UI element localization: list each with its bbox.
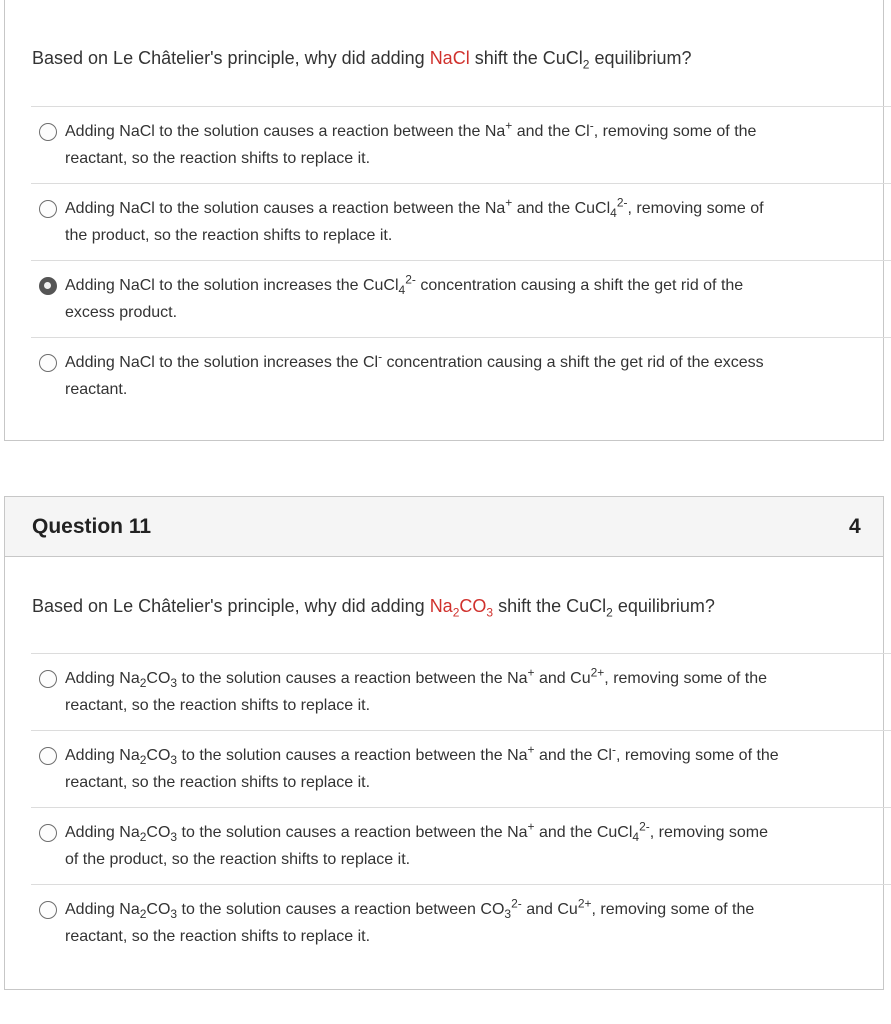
radio-button[interactable] — [39, 901, 57, 919]
q10-option-2[interactable] — [31, 183, 891, 260]
option-label: Adding $Na_2CO_3$ to the solution causes a reaction between the Na+ and the CuCl$_4^{2-}$, removing some of the product, so the reaction shifts to replace it. — [65, 819, 769, 868]
question-title: Question 11 — [32, 515, 152, 538]
radio-button[interactable] — [39, 354, 57, 372]
radio-button-selected[interactable] — [39, 277, 57, 295]
option-label: Adding NaCl to the solution causes a reaction between the Na+ and the Cl-, removing some of the reactant, so the reaction shifts to replace it. — [65, 118, 757, 167]
q10-option-4[interactable] — [31, 337, 891, 414]
question-10-prompt: Based on Le Châtelier's principle, why did adding NaCl shift the CuCl$_2$ equilibrium? — [32, 48, 692, 72]
q11-option-1[interactable] — [31, 653, 891, 730]
radio-button[interactable] — [39, 200, 57, 218]
radio-button[interactable] — [39, 670, 57, 688]
question-header — [5, 497, 883, 557]
option-label: Adding NaCl to the solution increases the CuCl$_4^{2-}$ concentration causing a shift the get rid of the excess product. — [65, 272, 744, 321]
option-label: Adding NaCl to the solution causes a reaction between the Na+ and the CuCl$_4^{2-}$, removing some of the product, so the reaction shifts to replace it. — [65, 195, 764, 244]
option-label: Adding $Na_2CO_3$ to the solution causes a reaction between the Na+ and $Cu^{2+}$, removing some of the reactant, so the reaction shifts to replace it. — [65, 665, 768, 714]
question-10-card — [4, 0, 884, 441]
q10-option-3[interactable] — [31, 260, 891, 337]
q11-option-3[interactable] — [31, 807, 891, 884]
question-points: 4 — [849, 515, 861, 538]
option-label: Adding NaCl to the solution increases the Cl- concentration causing a shift the get rid of the excess reactant. — [65, 349, 764, 398]
option-label: Adding $Na_2CO_3$ to the solution causes a reaction between $CO_3^{2-}$ and $Cu^{2+}$, removing some of the reactant, so the reaction shifts to replace it. — [65, 896, 755, 945]
radio-button[interactable] — [39, 747, 57, 765]
q11-option-2[interactable] — [31, 730, 891, 807]
radio-button[interactable] — [39, 824, 57, 842]
question-11-card — [4, 496, 884, 990]
q10-option-1[interactable] — [31, 106, 891, 183]
question-11-prompt: Based on Le Châtelier's principle, why did adding $Na_2CO_3$ shift the CuCl$_2$ equilibrium? — [32, 596, 715, 620]
option-label: Adding $Na_2CO_3$ to the solution causes a reaction between the Na+ and the Cl-, removing some of the reactant, so the reaction shifts to replace it. — [65, 742, 779, 791]
q11-option-4[interactable] — [31, 884, 891, 961]
radio-button[interactable] — [39, 123, 57, 141]
